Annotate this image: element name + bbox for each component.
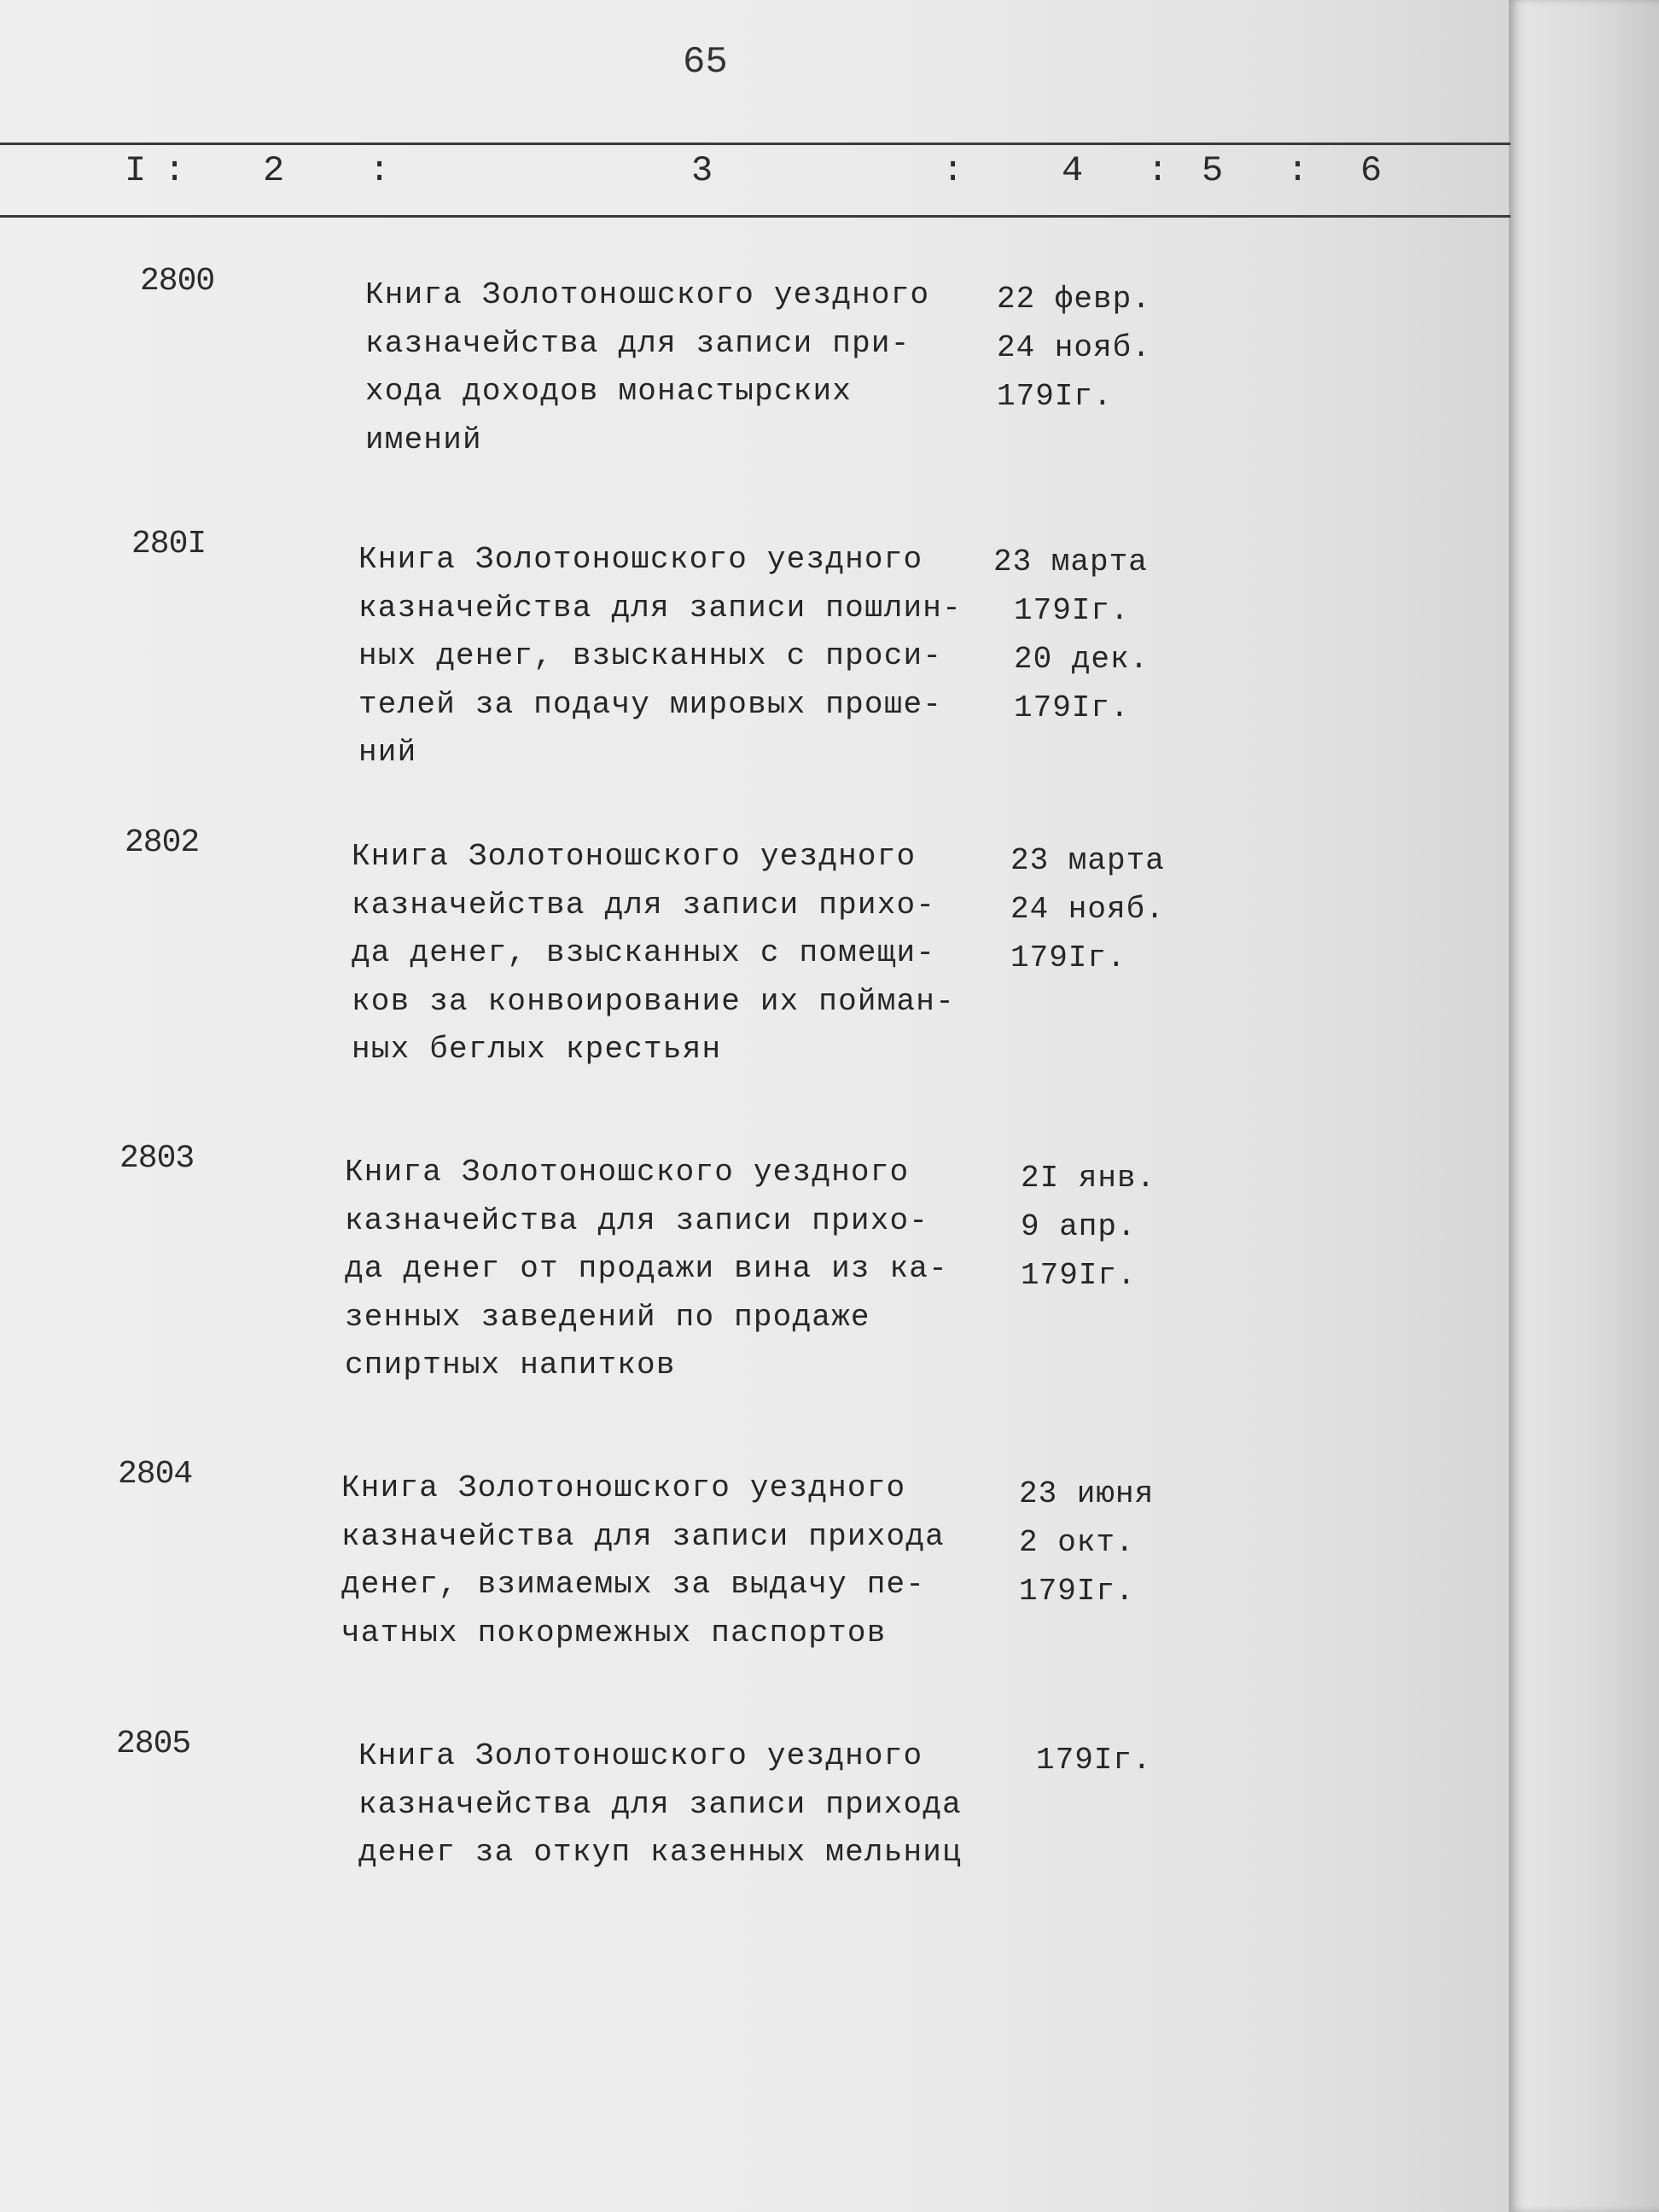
entry-title-line: зенных заведений по продаже (345, 1299, 870, 1335)
entry-number: 2803 (119, 1140, 195, 1177)
entry-dates (1019, 1470, 1154, 1615)
column-header-4: 4 (1062, 150, 1084, 191)
entry-date-line: 23 марта (1010, 843, 1165, 878)
entry-title-line: казначейства для записи при- (365, 325, 911, 361)
entry-number: 2805 (116, 1726, 191, 1762)
column-separator: : (1147, 150, 1169, 191)
column-header-1: I (125, 150, 147, 191)
entry-dates (1021, 1154, 1155, 1300)
column-separator: : (942, 150, 964, 191)
entry-title-line: телей за подачу мировых проше- (358, 686, 943, 722)
entry-title-line: Книга Золотоношского уездного (352, 839, 917, 874)
column-separator: : (369, 150, 391, 191)
column-separator: : (1287, 150, 1309, 191)
entry-title-line: Книга Золотоношского уездного (345, 1155, 910, 1190)
entry-title-line: имений (365, 422, 482, 457)
entry-title-line: да денег, взысканных с помещи- (352, 935, 936, 970)
column-header-3: 3 (691, 150, 713, 191)
entry-number: 280I (131, 526, 207, 562)
entry-title-line: денег, взимаемых за выдачу пе- (341, 1567, 926, 1602)
entry-title-line: ных беглых крестьян (352, 1032, 722, 1067)
entry-title (341, 1464, 945, 1657)
entry-title-line: казначейства для записи прихода (341, 1518, 945, 1554)
page-binding-edge (1509, 0, 1659, 2212)
entry-date-line: 24 нояб. (1010, 892, 1165, 927)
entry-dates (993, 538, 1149, 732)
entry-date-line: 179Iг. (1014, 690, 1130, 725)
entry-date-line: 20 дек. (1014, 642, 1150, 677)
entry-dates (1010, 836, 1165, 982)
entry-date-line: 179Iг. (1019, 1574, 1135, 1609)
table-header-top-rule (0, 143, 1511, 145)
entry-title-line: хода доходов монастырских (365, 374, 853, 409)
column-header-6: 6 (1360, 150, 1382, 191)
entry-title (352, 833, 955, 1074)
entry-title-line: казначейства для записи пошлин- (358, 590, 962, 626)
entry-title (345, 1149, 948, 1390)
entry-title-line: ний (358, 735, 417, 770)
entry-title-line: казначейства для записи прихо- (352, 887, 936, 923)
entry-date-line: 24 нояб. (997, 330, 1151, 365)
entry-number: 2802 (125, 824, 200, 861)
entry-date-line: 179Iг. (1036, 1743, 1152, 1778)
entry-title-line: Книга Золотоношского уездного (365, 277, 930, 312)
entry-date-line: 179Iг. (997, 379, 1113, 414)
entry-date-line: 179Iг. (1010, 940, 1126, 975)
entry-dates (1036, 1736, 1152, 1784)
entry-date-line: 23 марта (993, 544, 1148, 579)
page-number: 65 (683, 41, 728, 84)
entry-date-line: 2 окт. (1019, 1525, 1135, 1560)
column-separator: : (164, 150, 186, 191)
entry-title-line: да денег от продажи вина из ка- (345, 1251, 948, 1286)
entry-title-line: Книга Золотоношского уездного (358, 1738, 923, 1773)
entry-date-line: 179Iг. (1021, 1258, 1137, 1293)
entry-title-line: ков за конвоирование их пойман- (352, 983, 955, 1019)
entry-number: 2804 (118, 1456, 193, 1493)
entry-title-line: спиртных напитков (345, 1348, 676, 1382)
entry-title-line: денег за откуп казенных мельниц (358, 1835, 962, 1870)
entry-title-line: казначейства для записи прихо- (345, 1202, 929, 1238)
column-header-5: 5 (1202, 150, 1224, 191)
entry-date-line: 22 февр. (997, 282, 1151, 317)
entry-number: 2800 (140, 263, 215, 300)
entry-date-line: 9 апр. (1021, 1209, 1137, 1244)
entry-dates (997, 275, 1151, 421)
entry-title (358, 536, 962, 777)
entry-title (365, 271, 929, 464)
entry-title-line: чатных покормежных паспортов (341, 1615, 887, 1650)
entry-title (358, 1732, 962, 1877)
entry-title-line: Книга Золотоношского уездного (358, 542, 923, 577)
entry-date-line: 2I янв. (1021, 1161, 1156, 1196)
entry-title-line: ных денег, взысканных с проси- (358, 638, 943, 673)
table-header-bottom-rule (0, 215, 1511, 218)
entry-date-line: 179Iг. (1014, 593, 1130, 628)
entry-title-line: Книга Золотоношского уездного (341, 1470, 906, 1505)
entry-date-line: 23 июня (1019, 1476, 1155, 1511)
entry-title-line: казначейства для записи прихода (358, 1786, 962, 1822)
column-header-2: 2 (263, 150, 285, 191)
